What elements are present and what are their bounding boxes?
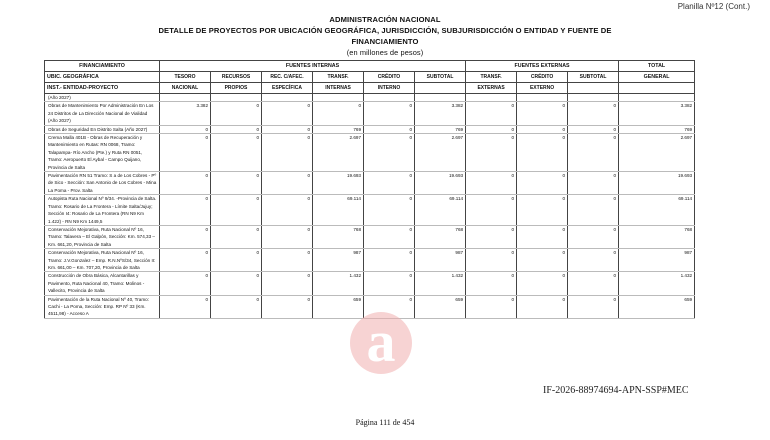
projects-table: [44, 60, 695, 319]
amount-cell: 1.432: [619, 272, 695, 295]
header-general: GENERAL: [619, 72, 695, 83]
table-row: [45, 94, 695, 102]
amount-cell: 0: [364, 195, 415, 226]
amount-cell: 0: [160, 134, 211, 172]
amount-cell: 0: [211, 134, 262, 172]
amount-cell: 0: [364, 249, 415, 272]
amount-cell: 0: [517, 295, 568, 318]
table-row: [45, 195, 695, 226]
amount-cell: 0: [262, 272, 313, 295]
amount-cell: 0: [160, 195, 211, 226]
amount-cell: 0: [466, 125, 517, 133]
header-col-nacional: NACIONAL: [160, 83, 211, 94]
amount-cell: [619, 94, 695, 102]
planilla-label: Planilla Nº12 (Cont.): [677, 2, 750, 11]
header-col-subtotal-ext: SUBTOTAL: [568, 72, 619, 83]
amount-cell: 0: [313, 102, 364, 125]
amount-cell: 769: [619, 125, 695, 133]
amount-cell: 3.382: [160, 102, 211, 125]
amount-cell: [211, 94, 262, 102]
amount-cell: 2.697: [415, 134, 466, 172]
amount-cell: 0: [160, 272, 211, 295]
amount-cell: 0: [211, 225, 262, 248]
amount-cell: 0: [517, 249, 568, 272]
amount-cell: 659: [415, 295, 466, 318]
amount-cell: 0: [517, 225, 568, 248]
header-col-blank-1: [415, 83, 466, 94]
amount-cell: 19.693: [313, 172, 364, 195]
amount-cell: 19.693: [415, 172, 466, 195]
amount-cell: 0: [364, 134, 415, 172]
amount-cell: 0: [262, 295, 313, 318]
amount-cell: 0: [517, 134, 568, 172]
amount-cell: [466, 94, 517, 102]
amount-cell: [262, 94, 313, 102]
amount-cell: 769: [415, 125, 466, 133]
amount-cell: 0: [211, 125, 262, 133]
table-row: [45, 225, 695, 248]
table-row: [45, 102, 695, 125]
header-inst-entidad-proyecto: INST.- ENTIDAD-PROYECTO: [45, 83, 160, 94]
header-col-subtotal-int: SUBTOTAL: [415, 72, 466, 83]
header-col-transf-ext: TRANSF.: [466, 72, 517, 83]
amount-cell: 0: [466, 172, 517, 195]
project-description: (Año 2027): [45, 94, 160, 102]
header-total: TOTAL: [619, 61, 695, 72]
project-description: Conservación Mejorativa, Ruta Nacional Nº 16, Tramo: Talavera – El Galpón, Sección: Km. 574,33 – Km. 661,20, Provincia de Salta: [45, 225, 160, 248]
project-description: Obras de Seguridad En Distrito Salta (Año 2027): [45, 125, 160, 133]
watermark-logo: a: [350, 312, 412, 374]
projects-table-body: [45, 94, 695, 319]
amount-cell: 659: [313, 295, 364, 318]
amount-cell: 0: [466, 225, 517, 248]
amount-cell: 0: [364, 225, 415, 248]
table-row: [45, 272, 695, 295]
amount-cell: 768: [313, 225, 364, 248]
amount-cell: 0: [262, 134, 313, 172]
amount-cell: [517, 94, 568, 102]
header-col-externas: EXTERNAS: [466, 83, 517, 94]
amount-cell: 69.114: [313, 195, 364, 226]
amount-cell: [313, 94, 364, 102]
amount-cell: 1.432: [415, 272, 466, 295]
amount-cell: 2.697: [313, 134, 364, 172]
amount-cell: 0: [262, 195, 313, 226]
amount-cell: 659: [619, 295, 695, 318]
amount-cell: 0: [211, 249, 262, 272]
amount-cell: 0: [568, 195, 619, 226]
header-col-rec-afec: REC. C/AFEC.: [262, 72, 313, 83]
amount-cell: 0: [262, 102, 313, 125]
amount-cell: 0: [160, 125, 211, 133]
title-administracion: ADMINISTRACIÓN NACIONAL: [329, 15, 441, 24]
header-col-transf-int: TRANSF.: [313, 72, 364, 83]
amount-cell: 769: [313, 125, 364, 133]
amount-cell: 987: [415, 249, 466, 272]
project-description: Autopista Ruta Nacional Nº 9/34. -Provincia de Salta. Tramo: Rosario de La Frontera - Límite Salta/Jujuy; Sección I4: Rosario de La Frontera (RN N9 Km 1.422) - RN N9 Km 1449,5: [45, 195, 160, 226]
amount-cell: 3.382: [415, 102, 466, 125]
amount-cell: 0: [262, 172, 313, 195]
amount-cell: [568, 94, 619, 102]
table-row: [45, 125, 695, 133]
amount-cell: 0: [211, 172, 262, 195]
amount-cell: 0: [466, 195, 517, 226]
header-col-blank-3: [619, 83, 695, 94]
project-description: Crema Malla 401B - Obras de Recuperación y Mantenimiento en Rutas: RN 0068, Tramo: Talapampa- Río Ancho (Pte.) y Ruta RN 0051, Tramo: Aeropuerto El Aybal - Campo Quijano, Provincia de Salta: [45, 134, 160, 172]
amount-cell: 0: [568, 295, 619, 318]
amount-cell: 19.693: [619, 172, 695, 195]
amount-cell: 0: [466, 134, 517, 172]
table-row: [45, 172, 695, 195]
amount-cell: 0: [568, 172, 619, 195]
amount-cell: [364, 94, 415, 102]
project-description: Construcción de Obra Básica, Alcantarillas y Pavimento, Ruta Nacional 40, Tramo: Molinos - Vallecito, Provincia de Salta: [45, 272, 160, 295]
header-fuentes-externas: FUENTES EXTERNAS: [466, 61, 619, 72]
amount-cell: 987: [619, 249, 695, 272]
table-row: [45, 134, 695, 172]
header-col-propios: PROPIOS: [211, 83, 262, 94]
amount-cell: 987: [313, 249, 364, 272]
amount-cell: 0: [160, 172, 211, 195]
amount-cell: 0: [364, 172, 415, 195]
amount-cell: 0: [160, 225, 211, 248]
header-col-tesoro: TESORO: [160, 72, 211, 83]
document-stamp: IF-2026-88974694-APN-SSP#MEC: [543, 385, 689, 396]
title-detalle: DETALLE DE PROYECTOS POR UBICACIÓN GEOGRÁFICA, JURISDICCIÓN, SUBJURISDICCIÓN O ENTIDAD Y FUENTE DE: [158, 26, 612, 35]
title-units: (en millones de pesos): [346, 48, 424, 57]
amount-cell: 0: [160, 249, 211, 272]
header-col-especifica: ESPECÍFICA: [262, 83, 313, 94]
table-row: [45, 249, 695, 272]
amount-cell: 0: [517, 125, 568, 133]
project-description: Pavimentación RN 51 Tramo: S a de Los Cobres - Pº de Sico - Sección: San Antonio de Los Cobres - Mina La Poma - Prov. Salta: [45, 172, 160, 195]
project-description: Conservación Mejorativa, Ruta Nacional Nº 16, Tramo: J.V.Gonzalez – Emp. R.N.NºS/34, Sección II: Km. 661,00 – Km. 707,20, Provincia de Salta: [45, 249, 160, 272]
header-col-interno: INTERNO: [364, 83, 415, 94]
header-fuentes-internas: FUENTES INTERNAS: [160, 61, 466, 72]
amount-cell: 0: [211, 195, 262, 226]
amount-cell: 0: [568, 102, 619, 125]
project-description: Obras de Mantenimiento Por Administración En Los 24 Distritos de La Dirección Nacional de Vialidad (Año 2027): [45, 102, 160, 125]
amount-cell: 0: [364, 125, 415, 133]
amount-cell: 0: [466, 102, 517, 125]
amount-cell: 0: [517, 272, 568, 295]
project-description: Pavimentación de la Ruta Nacional Nº 40, Tramo: Cachi - La Poma, Sección: Emp. RP Nº 33 (Km. 4511,98) - Acceso A: [45, 295, 160, 318]
amount-cell: 768: [415, 225, 466, 248]
amount-cell: 0: [517, 102, 568, 125]
header-col-internas: INTERNAS: [313, 83, 364, 94]
amount-cell: 1.432: [313, 272, 364, 295]
document-header: [0, 14, 770, 58]
amount-cell: 768: [619, 225, 695, 248]
amount-cell: 2.697: [619, 134, 695, 172]
amount-cell: [160, 94, 211, 102]
amount-cell: 0: [568, 125, 619, 133]
amount-cell: 0: [262, 249, 313, 272]
amount-cell: 0: [568, 225, 619, 248]
amount-cell: 0: [211, 295, 262, 318]
amount-cell: 0: [160, 295, 211, 318]
amount-cell: 69.114: [619, 195, 695, 226]
amount-cell: 0: [211, 272, 262, 295]
header-ubic-geografica: UBIC. GEOGRÁFICA: [45, 72, 160, 83]
amount-cell: 0: [466, 249, 517, 272]
amount-cell: 0: [568, 134, 619, 172]
header-financiamiento: FINANCIAMIENTO: [45, 61, 160, 72]
header-col-recursos: RECURSOS: [211, 72, 262, 83]
header-col-blank-2: [568, 83, 619, 94]
amount-cell: 0: [211, 102, 262, 125]
amount-cell: 0: [262, 125, 313, 133]
amount-cell: [415, 94, 466, 102]
amount-cell: 0: [262, 225, 313, 248]
amount-cell: 0: [466, 272, 517, 295]
title-financiamiento: FINANCIAMIENTO: [351, 37, 419, 46]
amount-cell: 0: [568, 249, 619, 272]
amount-cell: 0: [364, 272, 415, 295]
amount-cell: 0: [364, 102, 415, 125]
amount-cell: 0: [568, 272, 619, 295]
page-number: Página 111 de 454: [355, 418, 415, 427]
amount-cell: 0: [517, 195, 568, 226]
amount-cell: 0: [517, 172, 568, 195]
amount-cell: 69.114: [415, 195, 466, 226]
amount-cell: 3.382: [619, 102, 695, 125]
amount-cell: 0: [466, 295, 517, 318]
amount-cell: 0: [364, 295, 415, 318]
header-col-externo: EXTERNO: [517, 83, 568, 94]
header-col-credito-ext: CRÉDITO: [517, 72, 568, 83]
header-col-credito-int: CRÉDITO: [364, 72, 415, 83]
